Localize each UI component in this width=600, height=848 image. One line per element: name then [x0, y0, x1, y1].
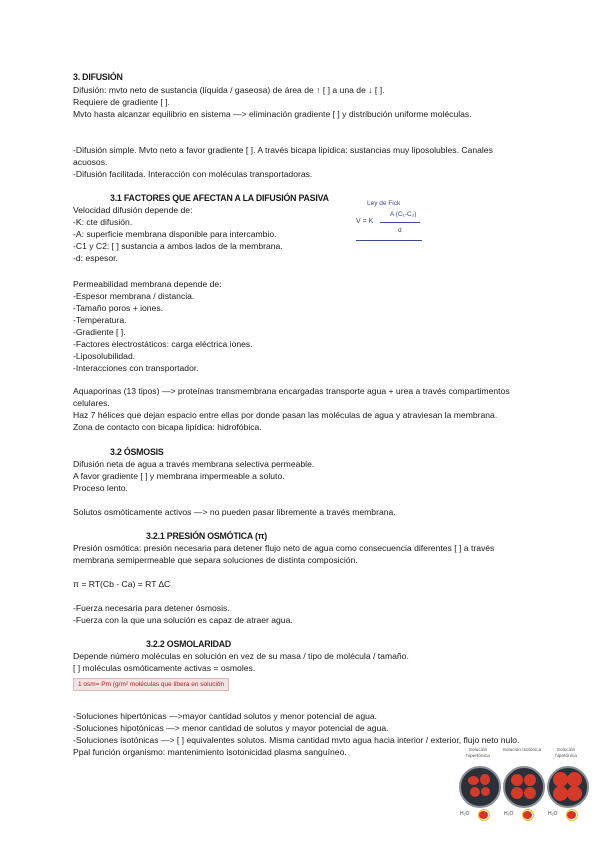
fick-formula [356, 200, 426, 246]
hypertonic-dish [459, 766, 501, 808]
tonicity-figure [458, 748, 586, 828]
hypotonic-dish [547, 766, 589, 808]
red-cell-shape [553, 786, 568, 801]
figure-label: Solución hipotónica [555, 748, 577, 759]
list-item: -Soluciones isotónicas —> [ ] equivalentes solutos. Misma cantidad mvto agua hacia interior / exterior, flujo neto nulo. Ppal función organismo: mantenimiento isotonicidad plasma sanguíneo. [73, 735, 520, 757]
list-item: -Factores electrostáticos: carga eléctrica iones. [73, 339, 253, 349]
list-item: -Gradiente [ ]. [73, 327, 126, 337]
paragraph: Haz 7 hélices que dejan espacio entre ellas por donde pasan las moléculas de agua y atraviesan la membrana. [73, 410, 498, 420]
red-cell-shape [480, 774, 490, 785]
paragraph: A favor gradiente [ ] y membrana impermeable a soluto. [73, 471, 285, 481]
isotonic-dish [503, 766, 545, 808]
list-item: -Soluciones hipotónicas —> menor cantidad de solutos y mayor potencial de agua. [73, 723, 389, 733]
paragraph: Difusión: mvto neto de sustancia (líquida / gaseosa) de área de ↑ [ ] a una de ↓ [ ]. [73, 85, 385, 95]
formula-lhs: V = K [356, 218, 374, 225]
osmol-definition-box: 1 osm= Pm (g/m² moléculas que libera en solución [73, 678, 229, 691]
paragraph: Zona de contacto con bicapa lipídica: hidrofóbica. [73, 422, 262, 432]
red-cell-shape [567, 786, 582, 801]
list-item: -A: superficie membrana disponible para intercambio. [73, 229, 277, 239]
list-item: -Fuerza con la que una solución es capaz de atraer agua. [73, 615, 293, 625]
paragraph: Difusión neta de agua a través membrana selectiva permeable. [73, 459, 315, 469]
paragraph: [ ] moléculas osmóticamente activas = osmoles. [73, 663, 256, 673]
heading-osmosis: 3.2 ÓSMOSIS [110, 447, 164, 457]
list-item: -Interacciones con transportador. [73, 363, 199, 373]
list-item: -C1 y C2: [ ] sustancia a ambos lados de la membrana. [73, 241, 283, 251]
paragraph: Proceso lento. [73, 483, 128, 493]
paragraph: Velocidad difusión depende de: [73, 205, 193, 215]
paragraph: Depende número moléculas en solución en vez de su masa / tipo de molécula / tamaño. [73, 651, 409, 661]
red-cell-shape [553, 772, 568, 787]
list-item: -Liposolubilidad. [73, 351, 136, 361]
paragraph: -Difusión facilitada. Interacción con moléculas transportadoras. [73, 169, 313, 179]
red-cell-shape [481, 787, 490, 796]
list-item: -K: cte difusión. [73, 217, 133, 227]
list-item: -d: espesor. [73, 253, 118, 263]
paragraph: Requiere de gradiente [ ]. [73, 97, 170, 107]
heading-factores: 3.1 FACTORES QUE AFECTAN A LA DIFUSIÓN PASIVA [110, 193, 329, 203]
red-cell-icon [479, 811, 488, 819]
red-cell-shape [468, 776, 479, 785]
red-cell-shape [511, 774, 523, 786]
formula-denominator: d [398, 227, 402, 234]
red-cell-shape [524, 787, 536, 799]
list-item: -Tamaño poros + iones. [73, 303, 164, 313]
paragraph: Aquaporinas (13 tipos) —> proteínas transmembrana encargadas transporte agua + urea a través compartimentos celulares. [73, 386, 510, 408]
red-cell-shape [567, 772, 582, 787]
red-cell-shape [511, 787, 523, 799]
paragraph: -Difusión simple. Mvto neto a favor gradiente [ ]. A través bicapa lipídica: sustancias muy liposolubles. Canales acuosos. [73, 145, 493, 167]
figure-label: Solución hipertónica [466, 748, 490, 759]
heading-osmolaridad: 3.2.2 OSMOLARIDAD [146, 639, 232, 649]
paragraph: Mvto hasta alcanzar equilibrio en sistema —> eliminación gradiente [ ] y distribución uniforme moléculas. [73, 109, 472, 119]
figure-label: Solución isotónica [502, 748, 542, 753]
heading-presion-osmotica: 3.2.1 PRESIÓN OSMÓTICA (π) [146, 531, 267, 541]
paragraph: Permeabilidad membrana depende de: [73, 279, 222, 289]
formula-underline [356, 240, 422, 241]
equation: π = RT(Cb - Ca) = RT ∆C [73, 579, 171, 589]
water-tag: H₂O [460, 811, 470, 817]
water-tag: H₂O [504, 811, 514, 817]
list-item: -Espesor membrana / distancia. [73, 291, 195, 301]
red-cell-shape [524, 774, 536, 786]
paragraph: Solutos osmóticamente activos —> no pueden pasar libremente a través membrana. [73, 507, 396, 517]
heading-difusion: 3. DIFUSIÓN [73, 72, 123, 82]
red-cell-icon [567, 811, 576, 819]
red-cell-icon [523, 811, 532, 819]
water-tag: H₂O [548, 811, 558, 817]
fraction-line [380, 222, 420, 223]
list-item: -Fuerza necesaria para detener ósmosis. [73, 603, 230, 613]
formula-title: Ley de Fick [367, 200, 401, 207]
red-cell-shape [470, 787, 480, 797]
formula-numerator: A (C₁-C₂) [390, 211, 417, 218]
list-item: -Soluciones hipertónicas —>mayor cantidad solutos y menor potencial de agua. [73, 711, 378, 721]
paragraph: Presión osmótica: presión necesaria para detener flujo neto de agua como consecuencia diferentes [ ] a través membrana semipermeable que separa soluciones de distinta composición. [73, 543, 495, 565]
list-item: -Temperatura. [73, 315, 127, 325]
